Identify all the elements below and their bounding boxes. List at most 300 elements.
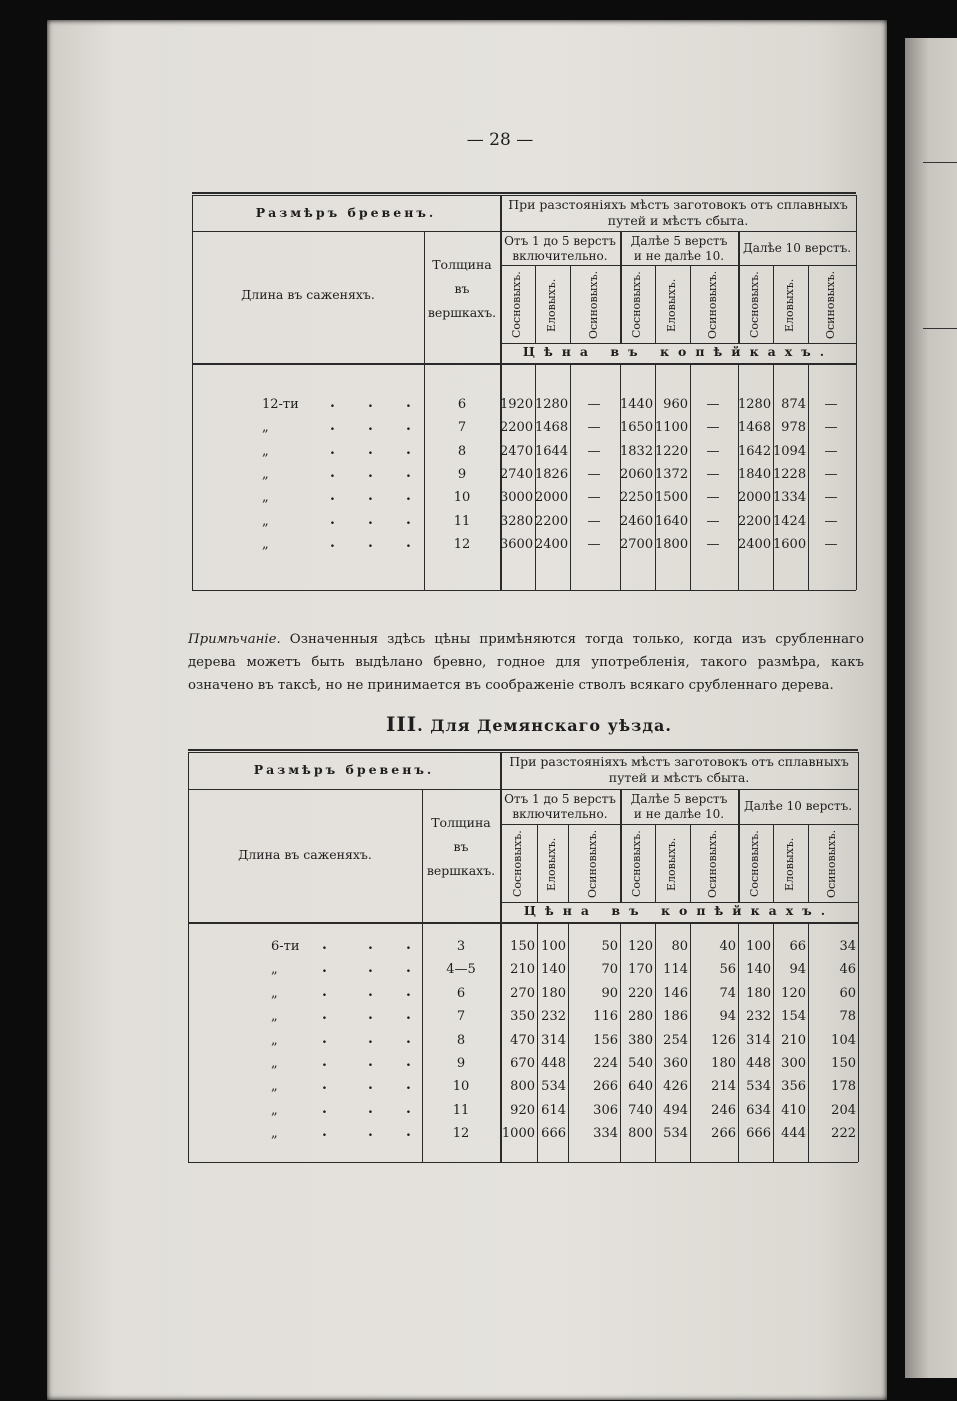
leader-dot: .: [322, 983, 327, 1000]
price-cell: 1280: [738, 397, 772, 412]
price-cell: 90: [601, 985, 618, 1001]
row-thickness: 6: [456, 985, 466, 1001]
table-rule: [773, 265, 774, 343]
price-cell: 224: [593, 1056, 618, 1071]
leader-dot: .: [330, 511, 335, 528]
price-cell: 1468: [738, 420, 772, 436]
leader-dot: .: [368, 1124, 373, 1141]
table-rule: [188, 752, 189, 1162]
price-cell: 666: [541, 1126, 566, 1142]
price-cell: 670: [510, 1056, 535, 1071]
price-cell: 1334: [773, 490, 807, 506]
price-cell: 1280: [535, 397, 569, 412]
price-cell: —: [706, 536, 720, 552]
table-rule: [500, 824, 858, 825]
price-cell: 254: [663, 1032, 688, 1048]
price-cell: 2200: [738, 513, 772, 529]
price-cell: 210: [781, 1032, 806, 1048]
price-cell: 1800: [655, 536, 689, 552]
price-cell: 534: [663, 1126, 688, 1142]
size-of-logs-header: Размѣръ бревенъ.: [253, 762, 435, 777]
species-column-header: Сосновыхъ.: [629, 830, 643, 898]
price-cell: 1372: [655, 466, 689, 482]
row-length: „: [262, 490, 269, 506]
row-thickness: 12: [453, 536, 471, 552]
row-thickness: 11: [452, 1102, 470, 1118]
row-thickness: 3: [456, 939, 466, 954]
leader-dot: .: [322, 1030, 327, 1047]
species-column-header: Еловыхъ.: [544, 837, 558, 891]
price-cell: 270: [510, 985, 535, 1001]
price-cell: —: [824, 397, 838, 412]
thickness-column-header: Толщина: [431, 815, 491, 830]
price-cell: —: [587, 466, 601, 482]
row-length: „: [262, 420, 269, 436]
table-rule: [188, 752, 858, 753]
price-cell: —: [706, 490, 720, 506]
leader-dot: .: [322, 1124, 327, 1141]
table-rule: [535, 265, 536, 343]
row-length: „: [271, 1126, 278, 1142]
distance-header-line: При разстояніяхъ мѣстъ заготовокъ отъ сплавныхъ: [508, 197, 848, 212]
price-cell: 2000: [738, 490, 772, 506]
price-cell: 666: [746, 1126, 771, 1142]
price-cell: 1644: [535, 443, 569, 459]
price-cell: 266: [593, 1079, 618, 1095]
price-cell: 874: [781, 397, 806, 412]
price-cell: 2700: [620, 536, 654, 552]
note-text: Означенныя здѣсь цѣны примѣняются тогда только, когда изъ срубленнаго дерева можетъ быть выдѣлано бревно, годное для употребленія, такого размѣра, какъ означено въ таксѣ, но не принимается въ соображеніе стволъ всякаго срубленнаго дерева.: [188, 632, 865, 693]
adjacent-page-edge: [905, 38, 957, 1378]
price-cell: 100: [541, 939, 566, 954]
price-cell: 280: [628, 1009, 653, 1025]
price-cell: 540: [628, 1056, 653, 1071]
price-cell: 120: [628, 939, 653, 954]
price-cell: 920: [510, 1102, 535, 1118]
leader-dot: .: [368, 395, 373, 411]
length-column-header: Длина въ саженяхъ.: [241, 287, 375, 302]
row-thickness: 8: [456, 1032, 466, 1048]
price-cell: 104: [831, 1032, 856, 1048]
adjacent-page-rule: [923, 328, 957, 329]
table-rule: [192, 195, 193, 590]
price-cell: 2400: [535, 536, 569, 552]
price-cell: 140: [746, 962, 771, 978]
price-cell: 186: [663, 1009, 688, 1025]
table-rule: [500, 231, 856, 232]
price-cell: 80: [671, 939, 688, 954]
price-cell: 150: [831, 1056, 856, 1071]
species-column-header: Осиновыхъ.: [706, 270, 719, 339]
table-rule: [192, 192, 856, 194]
row-length: „: [271, 1009, 278, 1025]
price-cell: 1468: [535, 420, 569, 436]
distance-header-line: При разстояніяхъ мѣстъ заготовокъ отъ сплавныхъ: [509, 754, 849, 769]
price-cell: 34: [839, 939, 856, 954]
thickness-column-header: Толщина: [432, 257, 492, 272]
price-cell: —: [824, 513, 838, 529]
table-rule: [188, 749, 858, 751]
section-numeral: III: [386, 712, 418, 736]
species-column-header: Осиновыхъ.: [825, 829, 838, 898]
leader-dot: .: [368, 441, 373, 458]
price-cell: 170: [628, 962, 653, 978]
row-length: „: [271, 985, 278, 1001]
leader-dot: .: [368, 983, 373, 1000]
price-cell: 1440: [620, 397, 654, 412]
price-cell: 1920: [500, 397, 534, 412]
species-column-header: Еловыхъ.: [664, 837, 678, 891]
leader-dot: .: [322, 1054, 327, 1070]
leader-dot: .: [368, 1077, 373, 1094]
row-length: „: [271, 1032, 278, 1048]
price-cell: 246: [711, 1102, 736, 1118]
price-cell: 60: [839, 985, 856, 1001]
price-cell: 1650: [620, 420, 654, 436]
price-cell: 266: [711, 1126, 736, 1142]
species-column-header: Еловыхъ.: [544, 278, 558, 332]
price-cell: 1600: [773, 536, 807, 552]
price-cell: 978: [781, 420, 806, 436]
row-thickness: 6: [457, 397, 467, 412]
table-rule: [570, 265, 571, 343]
leader-dot: .: [368, 418, 373, 435]
price-cell: 1220: [655, 443, 689, 459]
leader-dot: .: [406, 1030, 411, 1047]
price-cell: 214: [711, 1079, 736, 1095]
price-cell: 470: [510, 1032, 535, 1048]
leader-dot: .: [406, 488, 411, 505]
price-cell: 448: [541, 1056, 566, 1071]
leader-dot: .: [406, 418, 411, 435]
row-thickness: 8: [457, 443, 467, 459]
price-cell: 2060: [620, 466, 654, 482]
leader-dot: .: [368, 464, 373, 481]
note-lead: Примѣчаніе.: [188, 632, 281, 647]
price-cell: 360: [663, 1056, 688, 1071]
price-cell: 1100: [655, 420, 689, 436]
price-cell: 180: [746, 985, 771, 1001]
price-cell: 94: [789, 962, 806, 978]
price-cell: 410: [781, 1102, 806, 1118]
table-rule: [690, 824, 691, 902]
species-column-header: Осиновыхъ.: [824, 270, 837, 339]
price-cell: 800: [628, 1126, 653, 1142]
thickness-column-header: въ: [453, 839, 469, 854]
table-rule: [655, 824, 656, 902]
price-cell: 180: [541, 985, 566, 1001]
price-cell: 100: [746, 939, 771, 954]
leader-dot: .: [330, 418, 335, 435]
leader-dot: .: [368, 1007, 373, 1024]
range-2-header: Далѣе 5 верстъ: [630, 234, 728, 248]
price-cell: 534: [541, 1079, 566, 1095]
price-cell: 40: [719, 939, 736, 954]
leader-dot: .: [322, 1077, 327, 1094]
leader-dot: .: [406, 395, 411, 411]
price-cell: 210: [510, 962, 535, 978]
price-cell: —: [824, 443, 838, 459]
price-cell: —: [587, 490, 601, 506]
price-cell: 3280: [500, 513, 534, 529]
price-cell: —: [706, 443, 720, 459]
price-cell: 56: [719, 962, 736, 978]
leader-dot: .: [368, 1030, 373, 1047]
price-cell: 534: [746, 1079, 771, 1095]
price-cell: 740: [628, 1102, 653, 1118]
price-cell: 1832: [620, 443, 654, 459]
price-cell: 154: [781, 1009, 806, 1025]
row-thickness: 4—5: [446, 962, 476, 978]
table-rule: [188, 1162, 858, 1163]
row-length: „: [262, 513, 269, 529]
price-cell: —: [706, 466, 720, 482]
range-2-header: Далѣе 5 верстъ: [630, 792, 728, 806]
table-rule: [188, 922, 858, 924]
price-cell: 1000: [501, 1126, 535, 1142]
note-paragraph: [188, 628, 864, 697]
table-rule: [856, 195, 857, 590]
leader-dot: .: [330, 464, 335, 481]
species-column-header: Еловыхъ.: [664, 278, 678, 332]
price-cell: 300: [781, 1056, 806, 1071]
price-cell: 2250: [620, 490, 654, 506]
thickness-column-header: вершкахъ.: [427, 305, 497, 320]
range-2-header: и не далѣе 10.: [633, 807, 725, 821]
price-cell: 1094: [773, 443, 807, 459]
price-cell: 74: [719, 985, 736, 1001]
price-cell: 2460: [620, 513, 654, 529]
price-cell: —: [706, 513, 720, 529]
species-column-header: Осиновыхъ.: [586, 829, 599, 898]
price-cell: 960: [663, 397, 688, 412]
table-rule: [690, 265, 691, 343]
leader-dot: .: [330, 534, 335, 551]
price-cell: 150: [510, 939, 535, 954]
range-2-header: и не далѣе 10.: [633, 249, 725, 263]
price-cell: —: [706, 397, 720, 412]
leader-dot: .: [330, 488, 335, 505]
price-cell: 426: [663, 1079, 688, 1095]
thickness-column-header: вершкахъ.: [426, 863, 496, 878]
price-cell: 46: [839, 962, 856, 978]
leader-dot: .: [406, 1054, 411, 1070]
leader-dot: .: [406, 511, 411, 528]
leader-dot: .: [322, 937, 327, 953]
leader-dot: .: [406, 1124, 411, 1141]
table-rule: [188, 789, 500, 790]
leader-dot: .: [406, 1077, 411, 1094]
species-column-header: Еловыхъ.: [782, 278, 796, 332]
range-3-header: Далѣе 10 верстъ.: [742, 241, 852, 255]
price-units-label: Цѣна въ копѣйкахъ.: [522, 344, 834, 359]
leader-dot: .: [368, 534, 373, 551]
price-cell: 1500: [655, 490, 689, 506]
price-cell: 334: [593, 1126, 618, 1142]
leader-dot: .: [368, 488, 373, 505]
row-thickness: 10: [452, 1079, 470, 1095]
table-rule: [192, 363, 856, 365]
row-length: 12-ти: [262, 397, 299, 412]
row-thickness: 7: [456, 1009, 466, 1025]
price-cell: 146: [663, 985, 688, 1001]
price-cell: 66: [789, 939, 806, 954]
price-cell: 126: [711, 1032, 736, 1048]
page-number: — 28 —: [466, 130, 534, 150]
price-cell: 2200: [500, 420, 534, 436]
range-1-header: включительно.: [512, 249, 608, 263]
price-cell: 614: [541, 1102, 566, 1118]
row-length: 6-ти: [271, 939, 300, 954]
leader-dot: .: [406, 960, 411, 977]
price-cell: 222: [831, 1126, 856, 1142]
range-3-header: Далѣе 10 верстъ.: [743, 799, 853, 813]
leader-dot: .: [330, 441, 335, 458]
range-1-header: включительно.: [512, 807, 608, 821]
table-rule: [192, 195, 856, 196]
leader-dot: .: [368, 960, 373, 977]
price-cell: —: [824, 490, 838, 506]
price-cell: 3600: [500, 536, 534, 552]
price-cell: 50: [601, 939, 618, 954]
range-1-header: Отъ 1 до 5 верстъ: [504, 234, 616, 248]
leader-dot: .: [368, 937, 373, 953]
price-cell: 180: [711, 1056, 736, 1071]
price-cell: 178: [831, 1079, 856, 1095]
price-cell: 640: [628, 1079, 653, 1095]
row-thickness: 11: [453, 513, 471, 529]
price-cell: —: [587, 536, 601, 552]
thickness-column-header: въ: [454, 281, 470, 296]
price-cell: 2740: [500, 466, 534, 482]
table-rule: [808, 265, 809, 343]
table-rule: [858, 752, 859, 1162]
species-column-header: Сосновыхъ.: [747, 271, 761, 339]
leader-dot: .: [368, 1054, 373, 1070]
price-cell: 232: [746, 1009, 771, 1025]
price-cell: 494: [663, 1102, 688, 1118]
row-thickness: 9: [456, 1056, 466, 1071]
range-1-header: Отъ 1 до 5 верстъ: [504, 792, 616, 806]
price-cell: 120: [781, 985, 806, 1001]
price-cell: 114: [663, 962, 688, 978]
row-length: „: [271, 1079, 278, 1095]
length-column-header: Длина въ саженяхъ.: [238, 847, 372, 862]
leader-dot: .: [406, 937, 411, 953]
species-column-header: Сосновыхъ.: [747, 830, 761, 898]
leader-dot: .: [406, 1007, 411, 1024]
price-cell: 1228: [773, 466, 807, 482]
species-column-header: Еловыхъ.: [782, 837, 796, 891]
price-cell: 306: [593, 1102, 618, 1118]
price-cell: —: [824, 420, 838, 436]
table-rule: [655, 265, 656, 343]
row-length: „: [271, 1102, 278, 1118]
price-cell: 204: [831, 1102, 856, 1118]
species-column-header: Сосновыхъ.: [629, 271, 643, 339]
table-rule: [773, 824, 774, 902]
row-thickness: 7: [457, 420, 467, 436]
price-cell: 350: [510, 1009, 535, 1025]
price-cell: —: [824, 536, 838, 552]
price-cell: 2400: [738, 536, 772, 552]
price-cell: —: [706, 420, 720, 436]
row-length: „: [262, 466, 269, 482]
price-cell: 2200: [535, 513, 569, 529]
adjacent-page-rule: [923, 162, 957, 163]
price-cell: 1640: [655, 513, 689, 529]
leader-dot: .: [406, 441, 411, 458]
price-cell: 2000: [535, 490, 569, 506]
price-cell: 356: [781, 1079, 806, 1095]
price-cell: —: [587, 513, 601, 529]
table-rule: [808, 824, 809, 902]
leader-dot: .: [322, 1100, 327, 1117]
leader-dot: .: [368, 1100, 373, 1117]
leader-dot: .: [330, 395, 335, 411]
row-length: „: [262, 536, 269, 552]
row-thickness: 10: [453, 490, 471, 506]
price-cell: 156: [593, 1032, 618, 1048]
leader-dot: .: [406, 464, 411, 481]
row-length: „: [271, 1056, 278, 1071]
leader-dot: .: [322, 1007, 327, 1024]
species-column-header: Сосновыхъ.: [509, 271, 523, 339]
price-cell: —: [587, 397, 601, 412]
row-length: „: [271, 962, 278, 978]
section-title-text: . Для Демянскаго уѣзда.: [417, 716, 672, 735]
price-cell: —: [824, 466, 838, 482]
row-thickness: 12: [452, 1126, 470, 1142]
price-cell: —: [587, 420, 601, 436]
price-cell: 1642: [738, 443, 772, 459]
price-cell: 3000: [500, 490, 534, 506]
price-cell: 2470: [500, 443, 534, 459]
leader-dot: .: [406, 534, 411, 551]
price-cell: 380: [628, 1032, 653, 1048]
price-cell: 800: [510, 1079, 535, 1095]
price-cell: —: [587, 443, 601, 459]
price-cell: 116: [593, 1009, 618, 1025]
row-length: „: [262, 443, 269, 459]
species-column-header: Осиновыхъ.: [706, 829, 719, 898]
leader-dot: .: [368, 511, 373, 528]
species-column-header: Сосновыхъ.: [510, 830, 524, 898]
row-thickness: 9: [457, 466, 467, 482]
price-cell: 444: [781, 1126, 806, 1142]
price-units-label: Цѣна въ копѣйкахъ.: [523, 903, 835, 918]
table-rule: [537, 824, 538, 902]
price-cell: 1424: [773, 513, 807, 529]
leader-dot: .: [406, 983, 411, 1000]
price-cell: 314: [746, 1032, 771, 1048]
table-rule: [568, 824, 569, 902]
distance-header-line: путей и мѣстъ сбыта.: [608, 770, 750, 785]
size-of-logs-header: Размѣръ бревенъ.: [255, 205, 437, 220]
leader-dot: .: [406, 1100, 411, 1117]
price-cell: 1826: [535, 466, 569, 482]
price-cell: 78: [839, 1009, 856, 1025]
section-title: [386, 712, 672, 736]
price-cell: 634: [746, 1102, 771, 1118]
price-cell: 448: [746, 1056, 771, 1071]
table-rule: [500, 265, 856, 266]
table-rule: [192, 231, 500, 232]
price-cell: 140: [541, 962, 566, 978]
table-rule: [192, 590, 856, 591]
price-cell: 70: [601, 962, 618, 978]
leader-dot: .: [322, 960, 327, 977]
